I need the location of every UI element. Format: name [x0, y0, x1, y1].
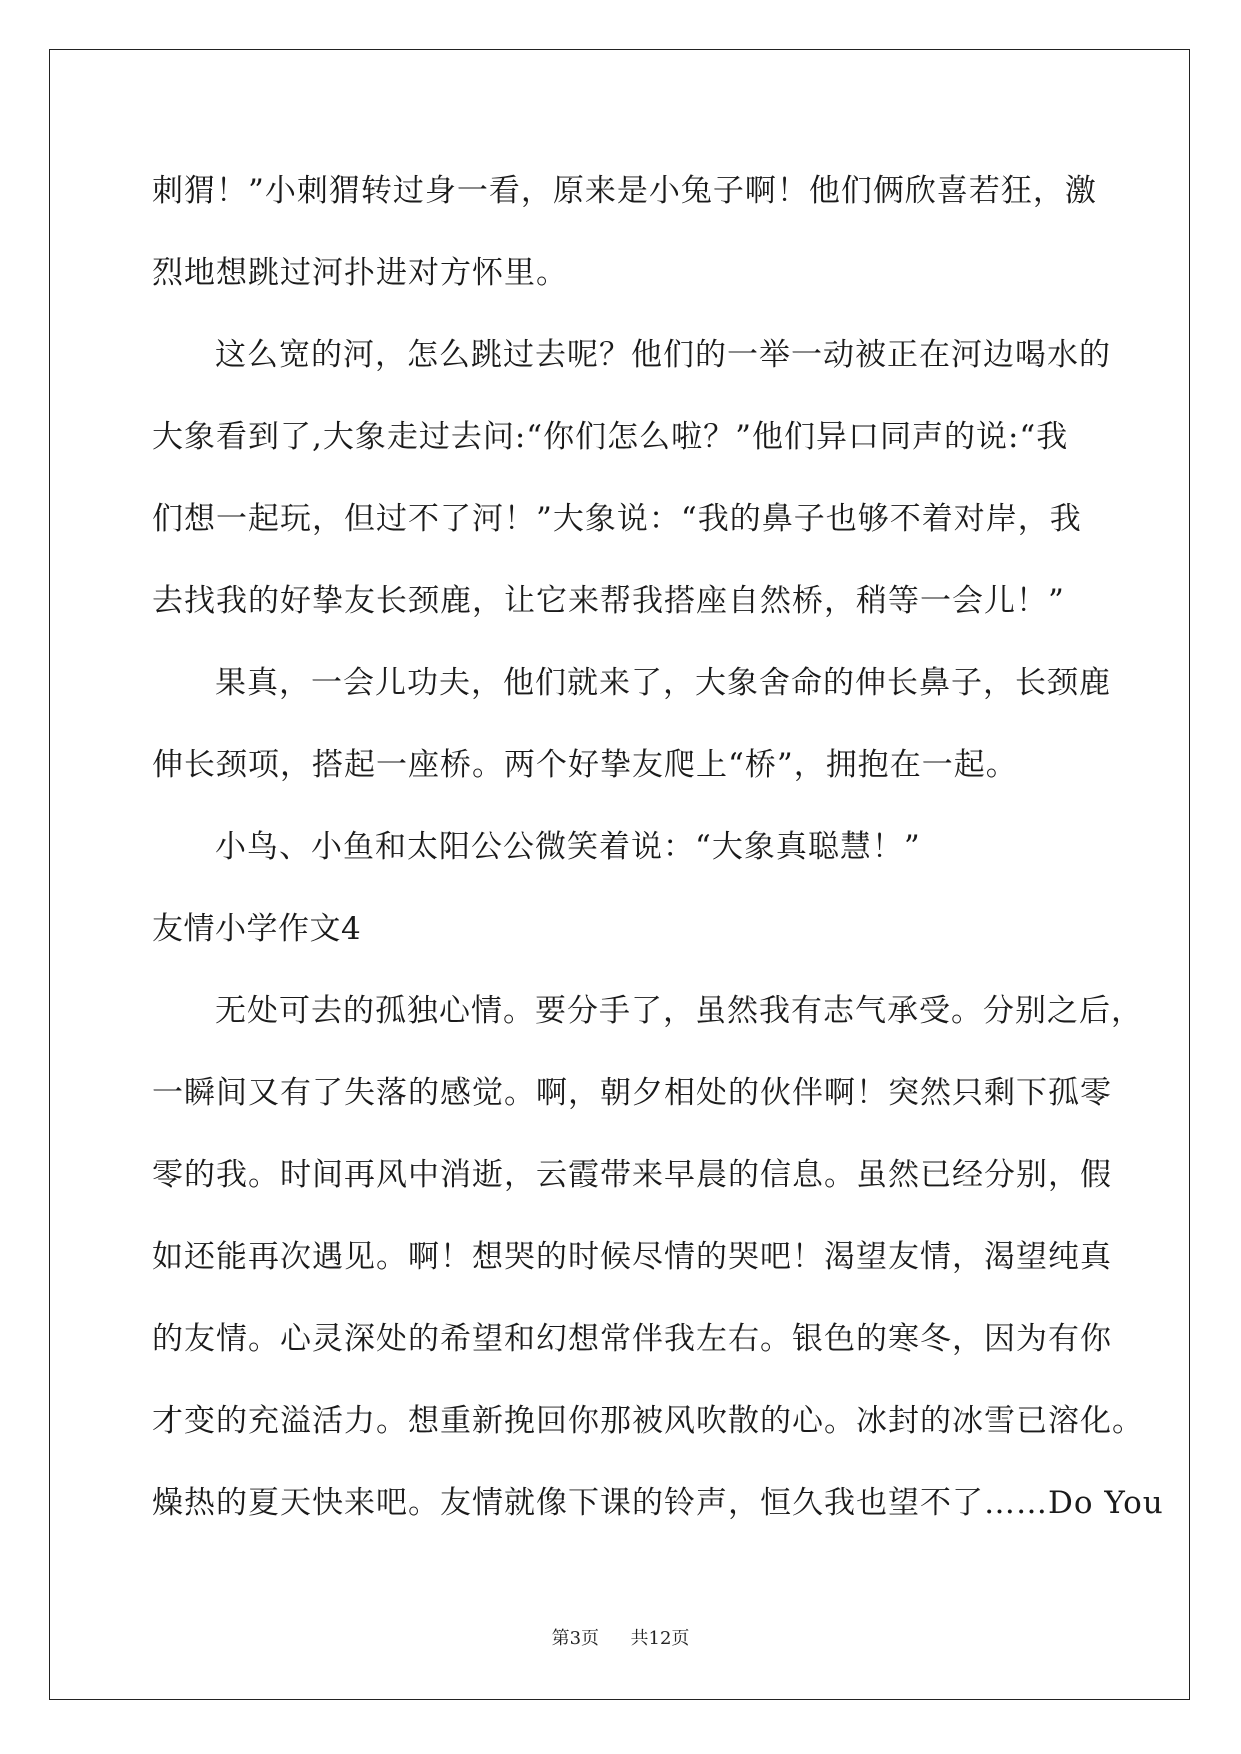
page-number: 第3页 [551, 1628, 600, 1649]
text-line-12: 一瞬间又有了失落的感觉。啊，朝夕相处的伙伴啊！突然只剩下孤零 [152, 1075, 1112, 1111]
text-line-4: 大象看到了,大象走过去问:“你们怎么啦？”他们异口同声的说:“我 [152, 419, 1069, 455]
text-line-5: 们想一起玩，但过不了河！”大象说：“我的鼻子也够不着对岸，我 [152, 501, 1082, 537]
text-line-1: 刺猬！”小刺猬转过身一看，原来是小兔子啊！他们俩欣喜若狂，激 [152, 173, 1097, 209]
text-line-6: 去找我的好挚友长颈鹿，让它来帮我搭座自然桥，稍等一会儿！” [152, 583, 1065, 619]
text-line-14: 如还能再次遇见。啊！想哭的时候尽情的哭吧！渴望友情，渴望纯真 [152, 1239, 1112, 1275]
text-line-15: 的友情。心灵深处的希望和幻想常伴我左右。银色的寒冬，因为有你 [152, 1321, 1112, 1357]
document-body [152, 162, 1164, 1556]
page-footer [0, 1624, 1241, 1650]
text-line-3: 这么宽的河，怎么跳过去呢？他们的一举一动被正在河边喝水的 [215, 337, 1111, 373]
text-line-13: 零的我。时间再风中消逝，云霞带来早晨的信息。虽然已经分别，假 [152, 1157, 1112, 1193]
text-line-7: 果真，一会儿功夫，他们就来了，大象舍命的伸长鼻子，长颈鹿 [215, 665, 1111, 701]
text-line-9: 小鸟、小鱼和太阳公公微笑着说：“大象真聪慧！” [215, 829, 921, 865]
text-line-16: 才变的充溢活力。想重新挽回你那被风吹散的心。冰封的冰雪已溶化。 [152, 1403, 1144, 1439]
page-total: 共12页 [630, 1628, 690, 1649]
section-heading: 友情小学作文4 [152, 911, 362, 947]
text-line-2: 烈地想跳过河扑进对方怀里。 [152, 255, 568, 291]
text-line-11: 无处可去的孤独心情。要分手了，虽然我有志气承受。分别之后， [215, 993, 1143, 1029]
text-line-17: 燥热的夏天快来吧。友情就像下课的铃声，恒久我也望不了……Do You [152, 1485, 1164, 1521]
text-line-8: 伸长颈项，搭起一座桥。两个好挚友爬上“桥”，拥抱在一起。 [152, 747, 1018, 783]
